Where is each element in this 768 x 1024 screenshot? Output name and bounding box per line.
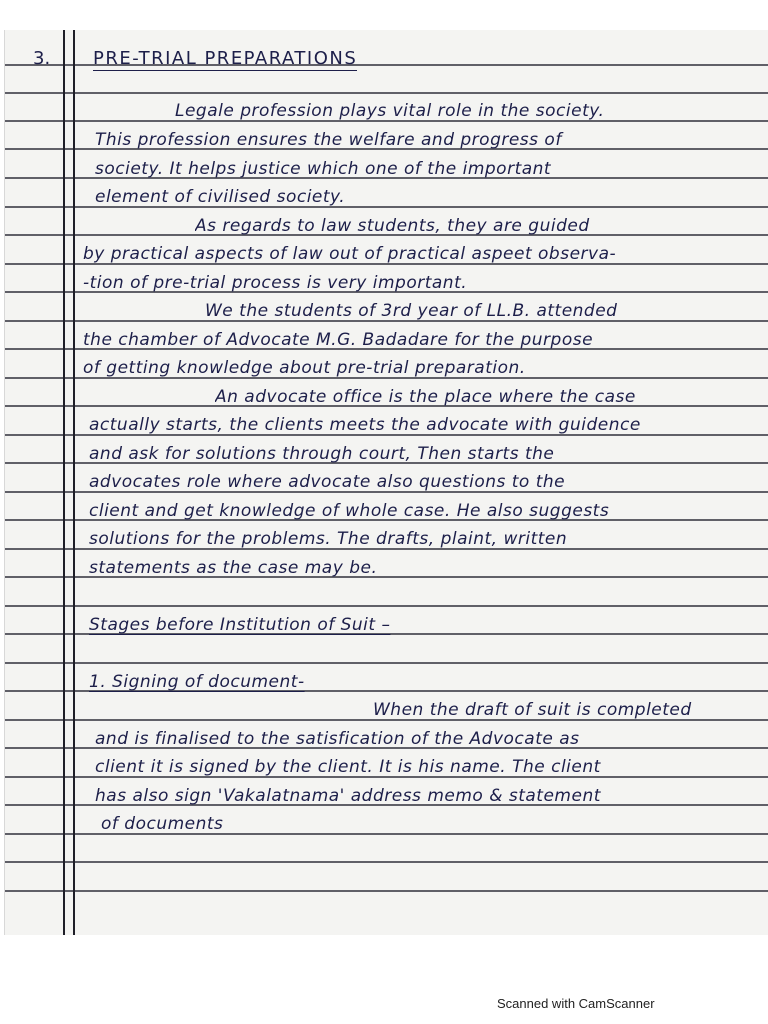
scanner-watermark: Scanned with CamScanner: [497, 996, 655, 1011]
text-line: actually starts, the clients meets the advocate with guidence: [89, 415, 641, 435]
ruled-line: [5, 92, 768, 94]
section-number: 3.: [33, 48, 51, 69]
text-line: client it is signed by the client. It is his name. The client: [95, 757, 601, 777]
text-line: and ask for solutions through court, Then starts the: [89, 444, 555, 464]
ruled-line: [5, 662, 768, 664]
text-line: When the draft of suit is completed: [373, 700, 692, 720]
text-line: An advocate office is the place where the case: [215, 387, 636, 407]
ruled-line: [5, 861, 768, 863]
text-line: the chamber of Advocate M.G. Badadare for the purpose: [83, 330, 594, 350]
text-line: Legale profession plays vital role in the society.: [175, 101, 605, 121]
margin-line: [63, 30, 65, 935]
text-line: statements as the case may be.: [89, 558, 378, 578]
text-line: of getting knowledge about pre-trial preparation.: [83, 358, 526, 378]
text-line: and is finalised to the satisfication of the Advocate as: [95, 729, 580, 749]
text-line: society. It helps justice which one of the important: [95, 159, 552, 179]
text-line: has also sign 'Vakalatnama' address memo & statement: [95, 786, 601, 806]
page-title: PRE-TRIAL PREPARATIONS: [93, 48, 358, 69]
text-line: solutions for the problems. The drafts, plaint, written: [89, 529, 568, 549]
text-line: by practical aspects of law out of practical aspeet observa-: [83, 244, 617, 264]
text-line: -tion of pre-trial process is very important.: [83, 273, 468, 293]
text-line: advocates role where advocate also questions to the: [89, 472, 566, 492]
text-line: As regards to law students, they are guided: [195, 216, 590, 236]
text-line: element of civilised society.: [95, 187, 346, 207]
text-line: This profession ensures the welfare and progress of: [95, 130, 562, 150]
text-line: of documents: [101, 814, 224, 834]
text-line: client and get knowledge of whole case. He also suggests: [89, 501, 610, 521]
item-heading: 1. Signing of document-: [89, 672, 305, 692]
notebook-page: [4, 30, 768, 935]
ruled-line: [5, 605, 768, 607]
text-line: We the students of 3rd year of LL.B. attended: [205, 301, 618, 321]
section-subheading: Stages before Institution of Suit –: [89, 615, 391, 635]
margin-line: [73, 30, 75, 935]
ruled-line: [5, 890, 768, 892]
